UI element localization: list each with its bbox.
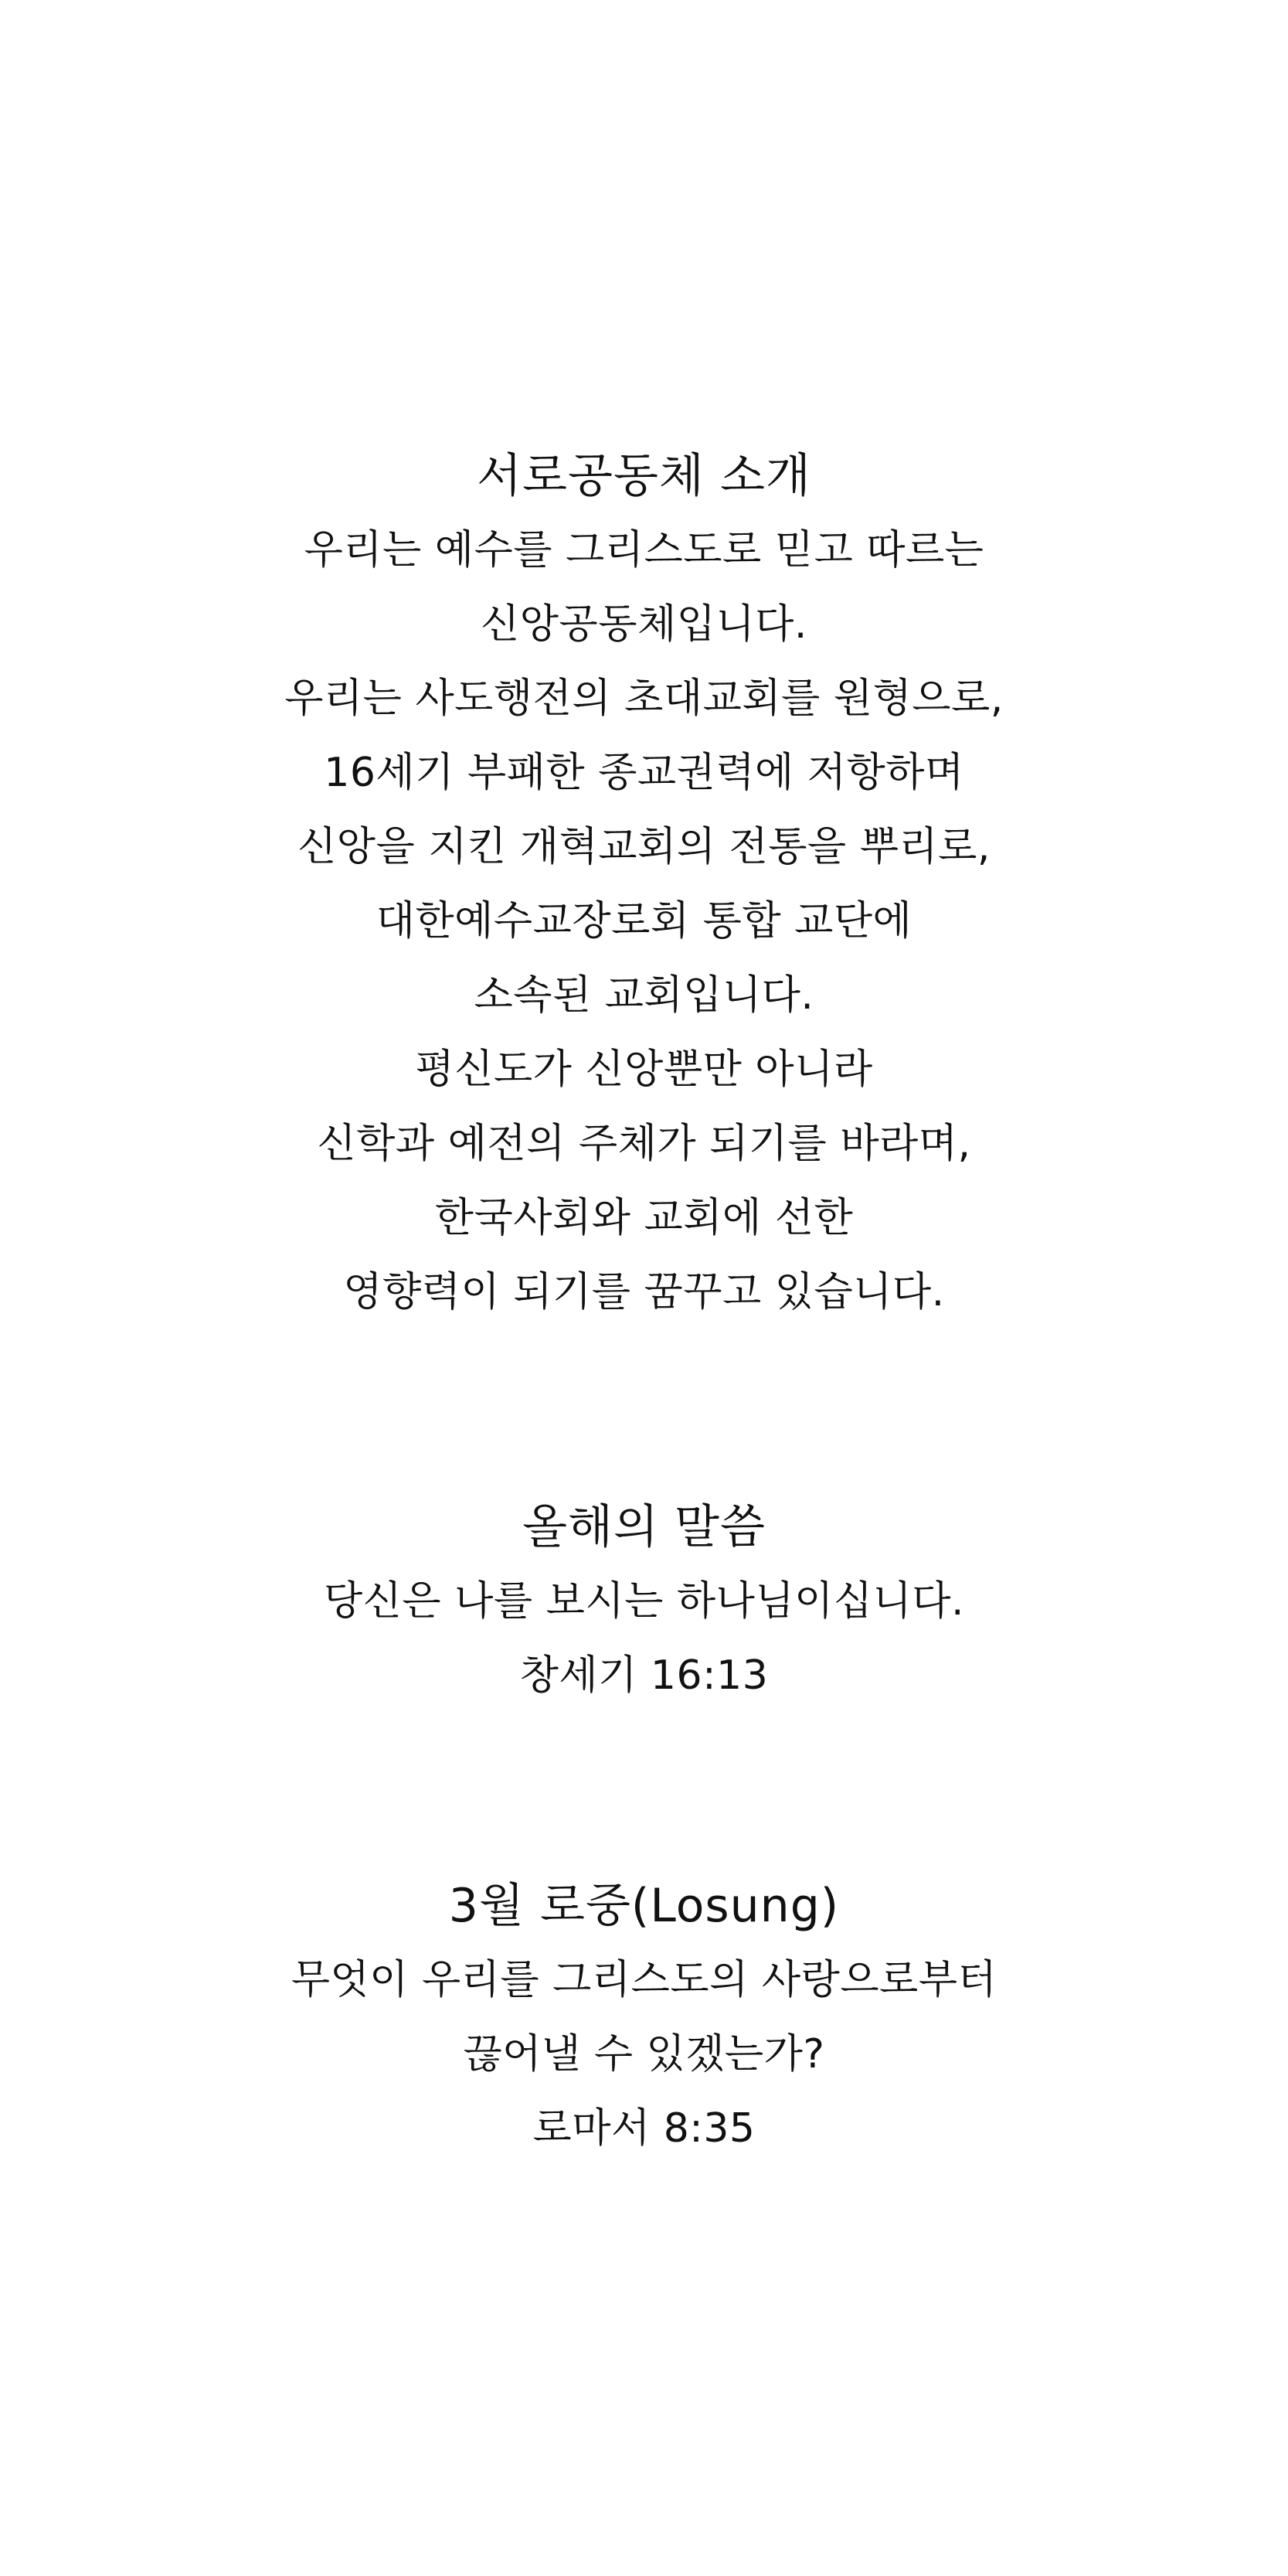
intro-line: 평신도가 신앙뿐만 아니라 <box>415 1046 873 1093</box>
church-introduction-title: 서로공동체 소개 <box>477 449 811 503</box>
intro-line: 신학과 예전의 주체가 되기를 바라며, <box>317 1121 971 1167</box>
intro-line: 신앙공동체입니다. <box>481 601 807 648</box>
intro-line: 신앙을 지킨 개혁교회의 전통을 뿌리로, <box>297 824 991 870</box>
verse-of-year-section <box>0 1490 1288 1713</box>
verse-of-year-title: 올해의 말씀 <box>522 1500 766 1554</box>
losung-reference: 로마서 8:35 <box>532 2105 756 2152</box>
verse-of-year-text: 당신은 나를 보시는 하나님이십니다. <box>323 1578 965 1625</box>
intro-line: 대한예수교장로회 통합 교단에 <box>376 898 912 944</box>
intro-line: 우리는 예수를 그리스도로 믿고 따르는 <box>304 527 984 573</box>
monthly-losung-section <box>0 1869 1288 2166</box>
church-introduction-text <box>0 513 1288 1329</box>
church-introduction-section <box>0 439 1288 1329</box>
intro-line: 16세기 부패한 종교권력에 저항하며 <box>324 750 964 796</box>
intro-line: 영향력이 되기를 꿈꾸고 있습니다. <box>343 1269 945 1315</box>
intro-line: 우리는 사도행전의 초대교회를 원형으로, <box>284 675 1004 722</box>
verse-of-year-reference: 창세기 16:13 <box>519 1652 769 1699</box>
intro-line: 한국사회와 교회에 선한 <box>434 1195 854 1241</box>
intro-line: 소속된 교회입니다. <box>474 972 814 1019</box>
losung-line: 끊어낼 수 있겠는가? <box>463 2031 825 2077</box>
losung-line: 무엇이 우리를 그리스도의 사랑으로부터 <box>291 1957 997 2003</box>
monthly-losung-title: 3월 로중(Losung) <box>448 1879 840 1933</box>
